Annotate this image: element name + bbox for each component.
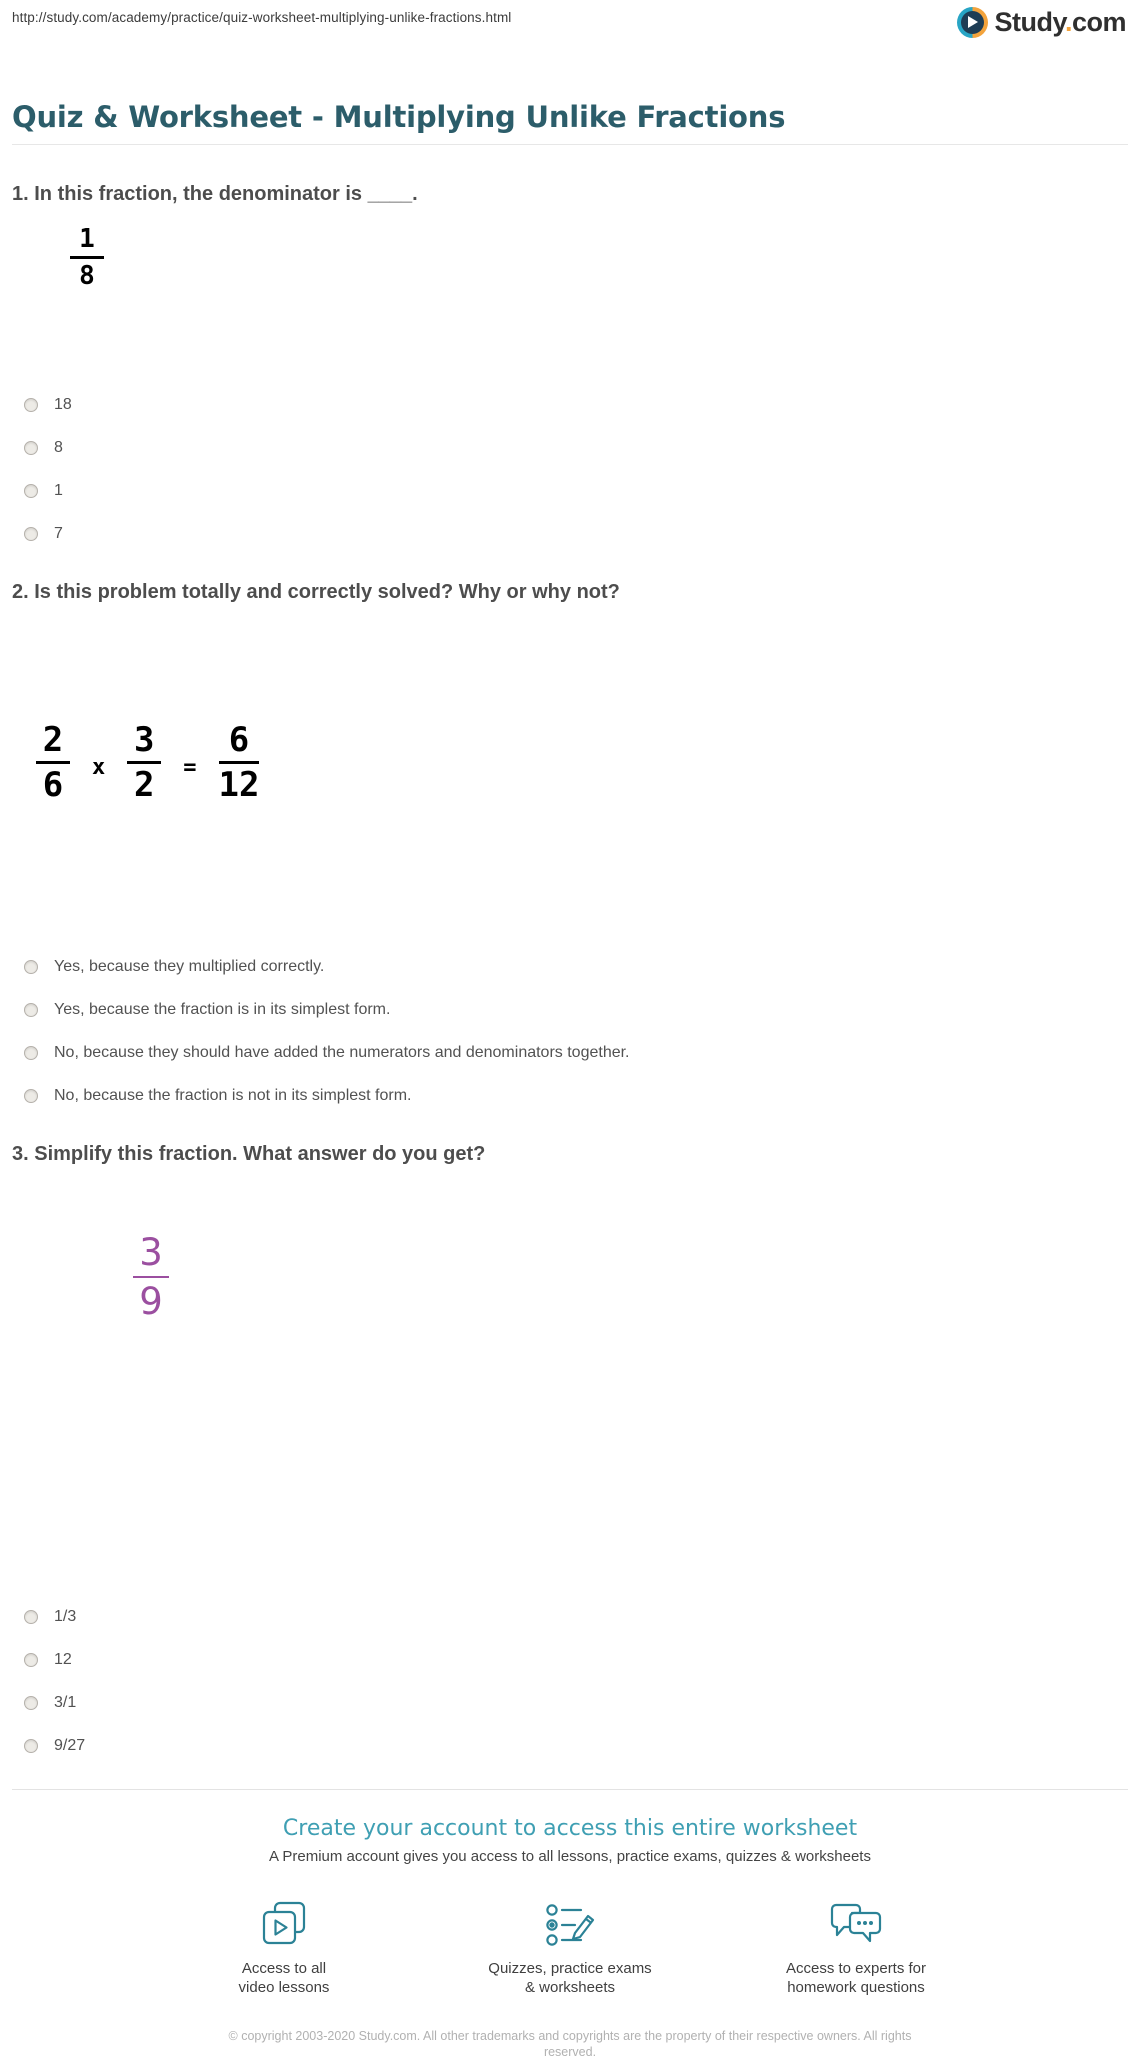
fraction-six-twelfths [219, 723, 260, 802]
fraction-denominator: 12 [219, 768, 260, 802]
radio-button[interactable] [24, 1003, 38, 1017]
answer-option[interactable] [24, 1608, 1140, 1626]
logo-com-text: com [1072, 7, 1126, 37]
answer-option-label[interactable]: 12 [54, 1651, 72, 1669]
fraction-numerator: 3 [134, 723, 154, 757]
fraction-denominator: 8 [79, 263, 95, 289]
fraction-one-eighth [70, 226, 104, 289]
answer-option[interactable] [24, 958, 1140, 976]
radio-button[interactable] [24, 398, 38, 412]
answer-option-label[interactable]: Yes, because the fraction is in its simplest form. [54, 1001, 390, 1019]
fraction-numerator: 1 [79, 226, 95, 252]
logo-dot-text: . [1065, 7, 1072, 37]
logo-study-text: Study [994, 7, 1065, 37]
answer-option[interactable] [24, 1087, 1140, 1105]
fraction-bar [127, 761, 161, 764]
answer-option-label[interactable]: No, because they should have added the numerators and denominators together. [54, 1044, 630, 1062]
radio-button[interactable] [24, 484, 38, 498]
fraction-bar [133, 1276, 169, 1278]
question-2-heading: 2. Is this problem totally and correctly solved? Why or why not? [12, 581, 1128, 604]
feature-label-line1: Quizzes, practice exams [470, 1960, 670, 1979]
answer-option[interactable] [24, 1694, 1140, 1712]
copyright-notice: © copyright 2003-2020 Study.com. All other trademarks and copyrights are the property of their respective owners. All rights reserved. [210, 2028, 930, 2061]
question-2-options [24, 958, 1140, 1105]
question-1-options [24, 396, 1140, 543]
multiply-operator: x [92, 755, 105, 780]
fraction-two-sixths [36, 723, 70, 802]
page-url: http://study.com/academy/practice/quiz-worksheet-multiplying-unlike-fractions.html [12, 10, 1126, 25]
fraction-bar [70, 256, 104, 259]
play-logo-icon [957, 7, 988, 38]
account-promo-footer [0, 1816, 1140, 2061]
feature-label-line2: homework questions [756, 1979, 956, 1998]
radio-button[interactable] [24, 1739, 38, 1753]
footer-divider [12, 1789, 1128, 1790]
answer-option-label[interactable]: 8 [54, 439, 63, 457]
feature-label-line2: & worksheets [470, 1979, 670, 1998]
answer-option-label[interactable]: 7 [54, 525, 63, 543]
feature-label [756, 1960, 956, 1998]
radio-button[interactable] [24, 1089, 38, 1103]
answer-option[interactable] [24, 1737, 1140, 1755]
answer-option[interactable] [24, 1651, 1140, 1669]
feature-label-line1: Access to experts for [756, 1960, 956, 1979]
question-3-options [24, 1608, 1140, 1755]
answer-option[interactable] [24, 1044, 1140, 1062]
radio-button[interactable] [24, 1653, 38, 1667]
fraction-denominator: 6 [43, 768, 63, 802]
experts-chat-icon [756, 1899, 956, 1951]
feature-homework-experts [756, 1899, 956, 1998]
answer-option-label[interactable]: 9/27 [54, 1737, 85, 1755]
answer-option[interactable] [24, 396, 1140, 414]
fraction-bar [36, 761, 70, 764]
question-3-fraction-figure [0, 1166, 1140, 1466]
radio-button[interactable] [24, 1610, 38, 1624]
question-1-fraction-figure [0, 206, 1140, 378]
fraction-numerator: 6 [229, 723, 249, 757]
answer-option[interactable] [24, 482, 1140, 500]
quizzes-worksheets-icon [470, 1899, 670, 1951]
answer-option-label[interactable]: 18 [54, 396, 72, 414]
fraction-three-halves [127, 723, 161, 802]
feature-label [184, 1960, 384, 1998]
feature-label-line2: video lessons [184, 1979, 384, 1998]
studycom-logo[interactable] [957, 7, 1126, 38]
radio-button[interactable] [24, 527, 38, 541]
video-lessons-icon [184, 1899, 384, 1951]
feature-list [0, 1899, 1140, 1998]
radio-button[interactable] [24, 1696, 38, 1710]
equals-operator: = [183, 755, 196, 780]
answer-option-label[interactable]: 3/1 [54, 1694, 76, 1712]
footer-heading: Create your account to access this entire worksheet [0, 1816, 1140, 1841]
logo-wordmark [994, 7, 1126, 38]
feature-quizzes-worksheets [470, 1899, 670, 1998]
page-header [0, 0, 1140, 56]
fraction-bar [219, 761, 260, 764]
answer-option[interactable] [24, 439, 1140, 457]
answer-option[interactable] [24, 525, 1140, 543]
fraction-denominator: 2 [134, 768, 154, 802]
answer-option-label[interactable]: 1 [54, 482, 63, 500]
fraction-denominator: 9 [139, 1283, 163, 1320]
title-divider [12, 144, 1128, 145]
radio-button[interactable] [24, 1046, 38, 1060]
fraction-numerator: 3 [139, 1234, 163, 1271]
radio-button[interactable] [24, 441, 38, 455]
answer-option-label[interactable]: Yes, because they multiplied correctly. [54, 958, 324, 976]
feature-label [470, 1960, 670, 1998]
question-2-equation-figure [0, 604, 1140, 842]
page-title: Quiz & Worksheet - Multiplying Unlike Fractions [12, 100, 1128, 134]
answer-option[interactable] [24, 1001, 1140, 1019]
fraction-three-ninths [133, 1234, 169, 1320]
fraction-numerator: 2 [43, 723, 63, 757]
feature-video-lessons [184, 1899, 384, 1998]
radio-button[interactable] [24, 960, 38, 974]
footer-subheading: A Premium account gives you access to all lessons, practice exams, quizzes & worksheets [0, 1848, 1140, 1865]
question-1-heading: 1. In this fraction, the denominator is ____. [12, 183, 1128, 206]
answer-option-label[interactable]: 1/3 [54, 1608, 76, 1626]
feature-label-line1: Access to all [184, 1960, 384, 1979]
answer-option-label[interactable]: No, because the fraction is not in its simplest form. [54, 1087, 411, 1105]
question-3-heading: 3. Simplify this fraction. What answer do you get? [12, 1143, 1128, 1166]
